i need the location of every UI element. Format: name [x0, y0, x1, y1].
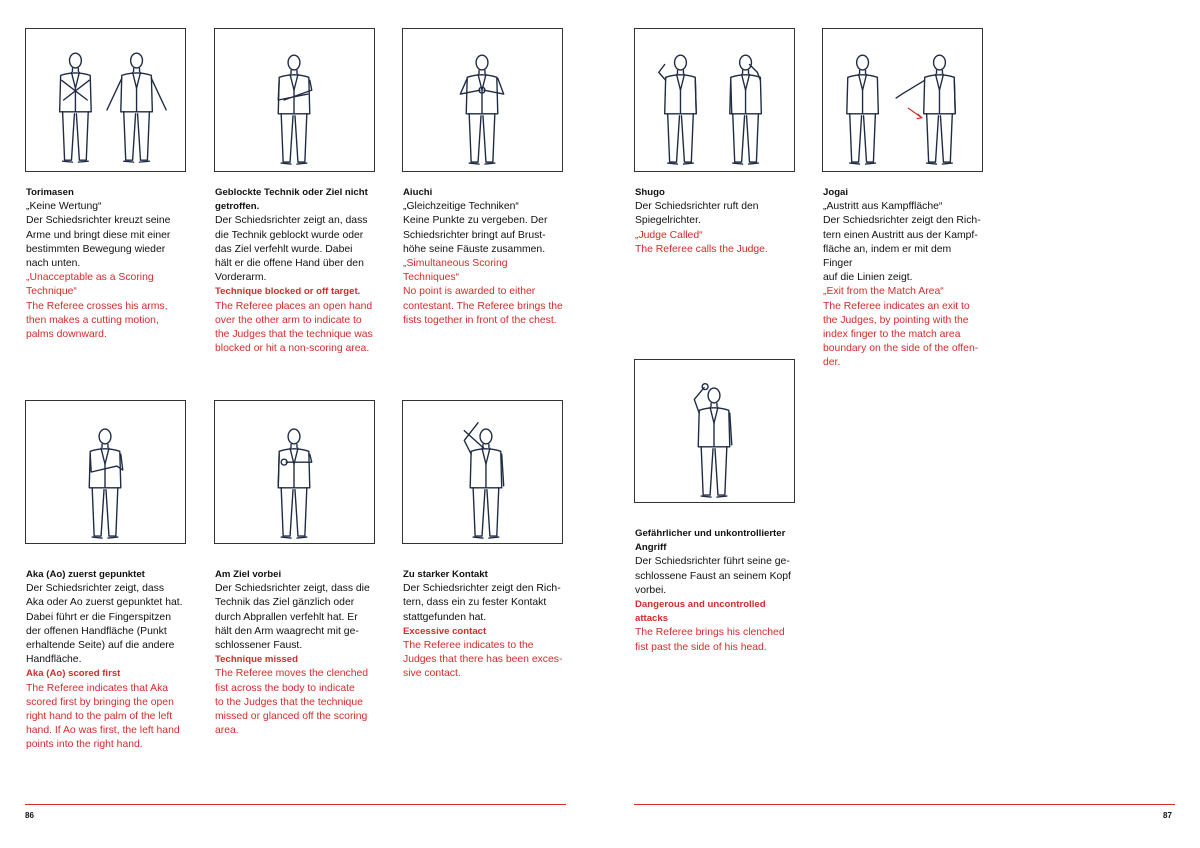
de-line: Technik das Ziel gänzlich oder	[215, 597, 355, 609]
en-line: area.	[215, 725, 239, 737]
de-line: der offenen Handfläche (Punkt	[26, 625, 167, 637]
de-line: Der Schiedsrichter kreuzt seine	[26, 215, 171, 227]
de-line: nach unten.	[26, 258, 81, 270]
en-line: the Judges, by pointing with the	[823, 314, 969, 326]
en-line: The Referee indicates an exit to	[823, 300, 970, 312]
en-line: The Referee indicates to the	[403, 640, 534, 652]
en-line: then makes a cutting motion,	[26, 314, 159, 326]
figure-contact	[402, 400, 563, 544]
de-line: Der Schiedsrichter zeigt, dass die	[215, 583, 370, 595]
de-line: Der Schiedsrichter zeigt an, dass	[215, 215, 368, 227]
signal-contact-text	[403, 568, 563, 682]
de-line: höhe seine Fäuste zusammen.	[403, 243, 546, 255]
de-line: erhaltende Seite) auf die andere	[26, 640, 175, 652]
signal-title: Aiuchi	[403, 187, 433, 198]
de-line: Handfläche.	[26, 654, 82, 666]
en-line: No point is awarded to either	[403, 286, 536, 298]
en-line: the Judges that the technique was	[215, 329, 373, 341]
figure-missed	[214, 400, 375, 544]
en-line: missed or glanced off the scoring	[215, 711, 368, 723]
en-line: „Simultaneous Scoring	[403, 258, 508, 270]
en-line: Judges that there has been exces-	[403, 654, 563, 666]
de-line: Der Schiedsrichter zeigt, dass	[26, 583, 165, 595]
footer-rule-right	[634, 804, 1175, 805]
en-title: Aka (Ao) scored first	[26, 668, 121, 680]
signal-title: Geblockte Technik oder Ziel nicht	[215, 187, 368, 198]
de-line: durch Abprallen verfehlt hat. Er	[215, 611, 358, 623]
signal-title: Aka (Ao) zuerst gepunktet	[26, 569, 145, 580]
en-line: The Referee crosses his arms,	[26, 300, 168, 312]
figure-shugo	[634, 28, 795, 172]
en-line: palms downward.	[26, 329, 107, 341]
signal-torimasen-text	[26, 186, 186, 342]
en-line: der.	[823, 357, 841, 369]
en-line: Technique“	[26, 286, 77, 298]
figure-torimasen	[25, 28, 186, 172]
de-line: stattgefunden hat.	[403, 611, 487, 623]
figure-aiuchi	[402, 28, 563, 172]
de-line: Spiegelrichter.	[635, 215, 701, 227]
de-line: bestimmten Bewegung wieder	[26, 243, 166, 255]
signal-title: Gefährlicher und unkontrollierter	[635, 528, 786, 539]
de-line: hält den Arm waagrecht mit ge-	[215, 625, 359, 637]
de-line: schlossene Faust an seinem Kopf	[635, 570, 791, 582]
de-line: „Keine Wertung“	[26, 201, 102, 213]
en-title: Technique missed	[215, 654, 298, 666]
de-line: tern einen Austritt aus der Kampf-	[823, 229, 978, 241]
en-title: Dangerous and uncontrolled attacks	[635, 599, 766, 625]
de-line: Vorderarm.	[215, 272, 267, 284]
en-line: The Referee moves the clenched	[215, 668, 369, 680]
de-line: vorbei.	[635, 584, 667, 596]
signal-jogai-text	[823, 186, 983, 371]
en-line: The Referee brings his clenched	[635, 627, 785, 639]
signal-title: Am Ziel vorbei	[215, 569, 282, 580]
en-line: hand. If Ao was first, the left hand	[26, 725, 180, 737]
en-line: points into the right hand.	[26, 739, 143, 751]
en-title: Excessive contact	[403, 625, 487, 637]
signal-title-cont: Angriff	[635, 542, 667, 554]
en-line: fist across the body to indicate	[215, 682, 355, 694]
signal-missed-text	[215, 568, 375, 738]
signal-blocked-text	[215, 186, 375, 356]
signal-aiuchi-text	[403, 186, 563, 328]
en-line: index finger to the match area	[823, 329, 961, 341]
en-line: scored first by bringing the open	[26, 696, 174, 708]
de-line: tern, dass ein zu fester Kontakt	[403, 597, 547, 609]
de-line: Der Schiedsrichter zeigt den Rich-	[403, 583, 561, 595]
de-line: Der Schiedsrichter ruft den	[635, 201, 759, 213]
figure-aka	[25, 400, 186, 544]
signal-title: Torimasen	[26, 187, 74, 198]
en-line: The Referee indicates that Aka	[26, 682, 169, 694]
de-line: Schiedsrichter bringt auf Brust-	[403, 229, 546, 241]
en-line: „Exit from the Match Area“	[823, 286, 944, 298]
signal-dangerous-text	[635, 527, 795, 655]
page-number-left: 86	[25, 811, 34, 820]
page-number-right: 87	[1163, 811, 1172, 820]
figure-jogai	[822, 28, 983, 172]
figure-blocked	[214, 28, 375, 172]
en-line: right hand to the palm of the left	[26, 711, 173, 723]
de-line: „Gleichzeitige Techniken“	[403, 201, 519, 213]
de-line: die Technik geblockt wurde oder	[215, 229, 364, 241]
en-line: blocked or hit a non-scoring area.	[215, 343, 370, 355]
de-line: Arme und bringt diese mit einer	[26, 229, 171, 241]
signal-title: Zu starker Kontakt	[403, 569, 488, 580]
de-line: das Ziel verfehlt wurde. Dabei	[215, 243, 353, 255]
en-line: The Referee calls the Judge.	[635, 243, 768, 255]
signal-title-cont: getroffen.	[215, 201, 260, 213]
de-line: „Austritt aus Kampffläche“	[823, 201, 943, 213]
de-line: hält er die offene Hand über den	[215, 258, 364, 270]
de-line: schlossener Faust.	[215, 640, 303, 652]
signal-shugo-text	[635, 186, 795, 257]
en-line: sive contact.	[403, 668, 461, 680]
en-line: contestant. The Referee brings the	[403, 300, 563, 312]
signal-title: Jogai	[823, 187, 849, 198]
en-line: over the other arm to indicate to	[215, 314, 362, 326]
de-line: Der Schiedsrichter zeigt den Rich-	[823, 215, 981, 227]
en-line: Techniques“	[403, 272, 460, 284]
en-title: Technique blocked or off target.	[215, 286, 361, 298]
footer-rule-left	[25, 804, 566, 805]
de-line: Aka oder Ao zuerst gepunktet hat.	[26, 597, 183, 609]
en-line: fist past the side of his head.	[635, 641, 767, 653]
signal-aka-text	[26, 568, 186, 753]
en-line: to the Judges that the technique	[215, 696, 363, 708]
de-line: Keine Punkte zu vergeben. Der	[403, 215, 548, 227]
en-line: The Referee places an open hand	[215, 300, 373, 312]
en-line: „Judge Called“	[635, 229, 703, 241]
de-line: Der Schiedsrichter führt seine ge-	[635, 556, 790, 568]
signal-title: Shugo	[635, 187, 665, 198]
de-line: fläche an, indem er mit dem Finger	[823, 243, 952, 270]
en-line: „Unacceptable as a Scoring	[26, 272, 154, 284]
de-line: auf die Linien zeigt.	[823, 272, 913, 284]
en-line: boundary on the side of the offen-	[823, 343, 979, 355]
en-line: fists together in front of the chest.	[403, 314, 557, 326]
figure-dangerous	[634, 359, 795, 503]
de-line: Dabei führt er die Fingerspitzen	[26, 611, 171, 623]
